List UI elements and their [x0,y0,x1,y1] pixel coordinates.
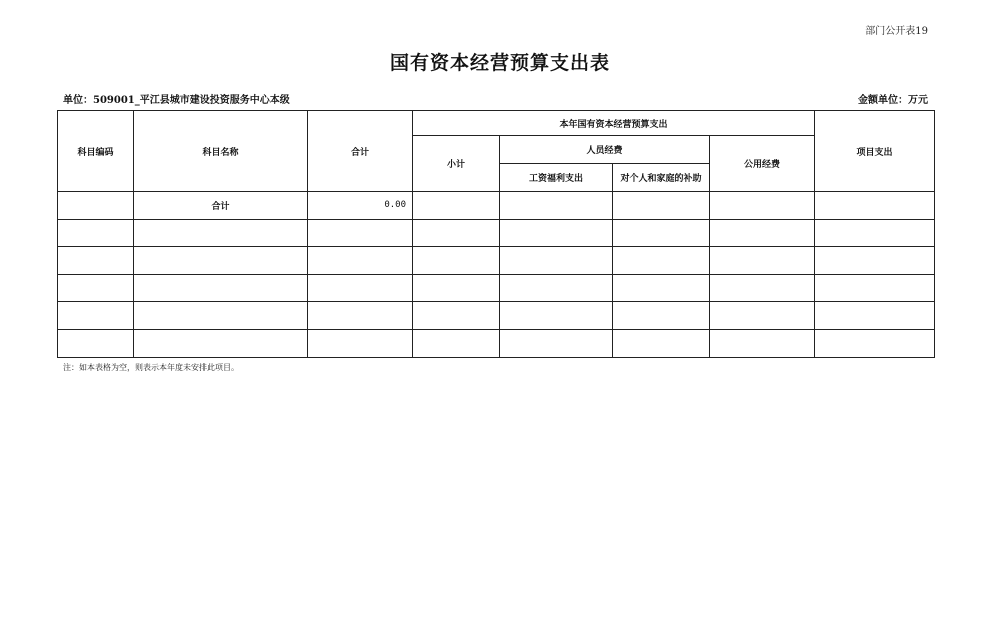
cell-wages [500,329,613,357]
amount-unit-label: 金额单位：万元 [858,95,928,106]
table-row [58,192,935,220]
cell-subtotal [413,219,500,247]
cell-project [815,329,935,357]
header-project-expenditure: 项目支出 [815,111,935,192]
cell-total [308,247,413,275]
cell-public [710,219,815,247]
cell-code [58,219,134,247]
cell-code [58,274,134,302]
cell-subsidy [613,274,710,302]
cell-project [815,247,935,275]
cell-wages [500,302,613,330]
cell-total: 0.00 [308,192,413,220]
header-subject-name: 科目名称 [134,111,308,192]
header-subtotal: 小计 [413,136,500,192]
cell-subsidy [613,192,710,220]
cell-project [815,219,935,247]
table-row [58,329,935,357]
cell-name [134,274,308,302]
cell-code [58,302,134,330]
cell-public [710,192,815,220]
header-wages-benefits: 工资福利支出 [500,164,613,192]
cell-total [308,219,413,247]
header-total: 合计 [308,111,413,192]
cell-total [308,302,413,330]
cell-name [134,247,308,275]
cell-subtotal [413,192,500,220]
cell-subsidy [613,247,710,275]
cell-total [308,274,413,302]
cell-name [134,219,308,247]
cell-subsidy [613,219,710,247]
cell-public [710,247,815,275]
cell-name [134,302,308,330]
header-current-year-group: 本年国有资本经营预算支出 [413,111,815,136]
budget-expenditure-table [57,110,935,358]
cell-subsidy [613,302,710,330]
cell-public [710,302,815,330]
header-household-subsidy: 对个人和家庭的补助 [613,164,710,192]
cell-wages [500,247,613,275]
cell-project [815,192,935,220]
cell-subtotal [413,302,500,330]
table-row [58,219,935,247]
cell-total [308,329,413,357]
cell-code [58,247,134,275]
page-title: 国有资本经营预算支出表 [389,52,610,74]
cell-public [710,274,815,302]
header-public-funds: 公用经费 [710,136,815,192]
cell-wages [500,219,613,247]
table-row [58,302,935,330]
cell-subtotal [413,274,500,302]
document-number: 部门公开表19 [865,26,928,37]
footnote: 注：如本表格为空，则表示本年度未安排此项目。 [63,363,239,372]
cell-wages [500,192,613,220]
header-personnel-group: 人员经费 [500,136,710,164]
cell-name: 合计 [134,192,308,220]
header-subject-code: 科目编码 [58,111,134,192]
table-row [58,274,935,302]
cell-subtotal [413,329,500,357]
cell-project [815,274,935,302]
table-row [58,247,935,275]
cell-code [58,192,134,220]
cell-name [134,329,308,357]
cell-subtotal [413,247,500,275]
cell-code [58,329,134,357]
unit-label: 单位：509001_平江县城市建设投资服务中心本级 [63,95,290,106]
cell-subsidy [613,329,710,357]
cell-wages [500,274,613,302]
cell-project [815,302,935,330]
cell-public [710,329,815,357]
